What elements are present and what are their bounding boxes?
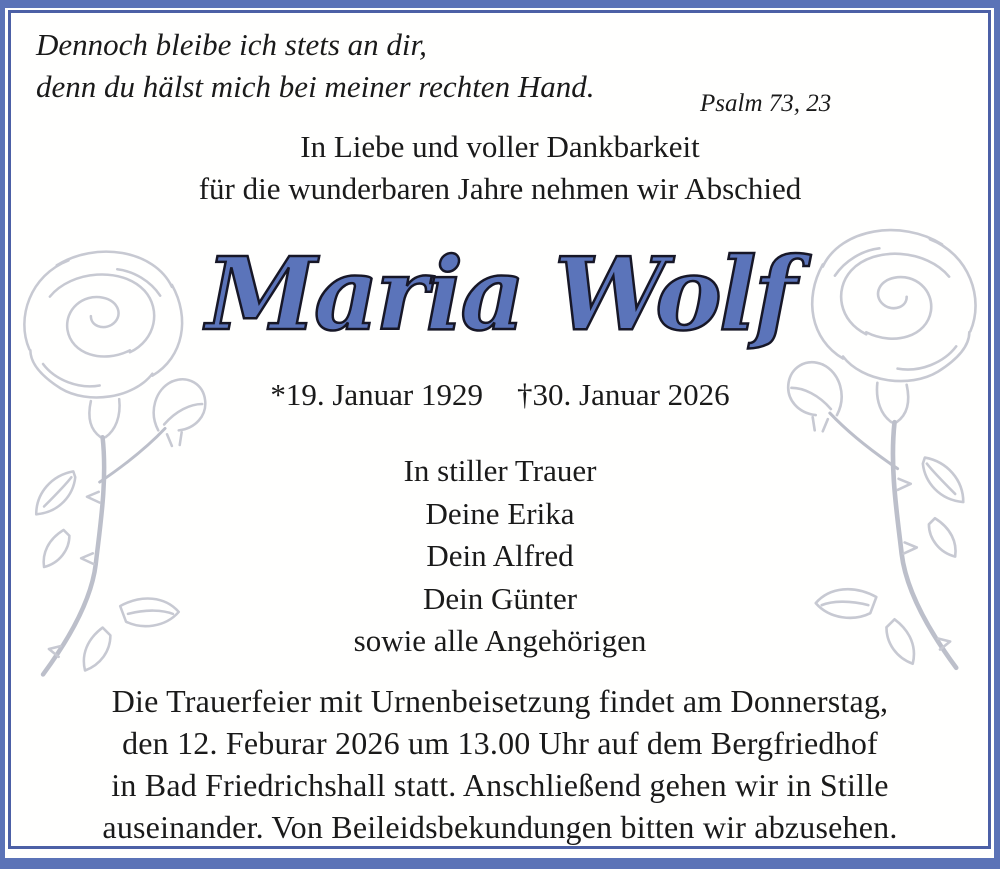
mourner-name: Deine Erika — [425, 495, 575, 531]
scripture-reference: Psalm 73, 23 — [700, 90, 832, 117]
deceased-name: Maria Wolf — [206, 235, 794, 353]
mourners-block — [0, 450, 1000, 663]
funeral-info — [0, 680, 1000, 848]
scripture-quote — [36, 24, 594, 108]
life-dates — [0, 374, 1000, 416]
birth-date: *19. Januar 1929 — [270, 377, 483, 412]
mourner-name: Dein Alfred — [426, 538, 574, 573]
funeral-line-2: den 12. Feburar 2026 um 13.00 Uhr auf dem Bergfriedhof — [122, 725, 878, 761]
funeral-line-1: Die Trauerfeier mit Urnenbeisetzung findet am Donnerstag, — [111, 683, 889, 719]
funeral-line-4: auseinander. Von Beileidsbekundungen bitten wir abzusehen. — [102, 809, 898, 845]
intro-text — [0, 126, 1000, 210]
funeral-line-3: in Bad Friedrichshall statt. Anschließend gehen wir in Stille — [111, 767, 889, 803]
mourner-name: Dein Günter — [422, 580, 578, 616]
death-date: †30. Januar 2026 — [517, 377, 730, 412]
mourning-header: In stiller Trauer — [403, 453, 597, 488]
intro-line-1: In Liebe und voller Dankbarkeit — [300, 129, 700, 164]
intro-line-2: für die wunderbaren Jahre nehmen wir Abschied — [198, 171, 802, 206]
quote-line-2: denn du hälst mich bei meiner rechten Hand. — [36, 69, 595, 104]
quote-line-1: Dennoch bleibe ich stets an dir, — [36, 27, 427, 62]
mourners-footer: sowie alle Angehörigen — [353, 623, 647, 658]
